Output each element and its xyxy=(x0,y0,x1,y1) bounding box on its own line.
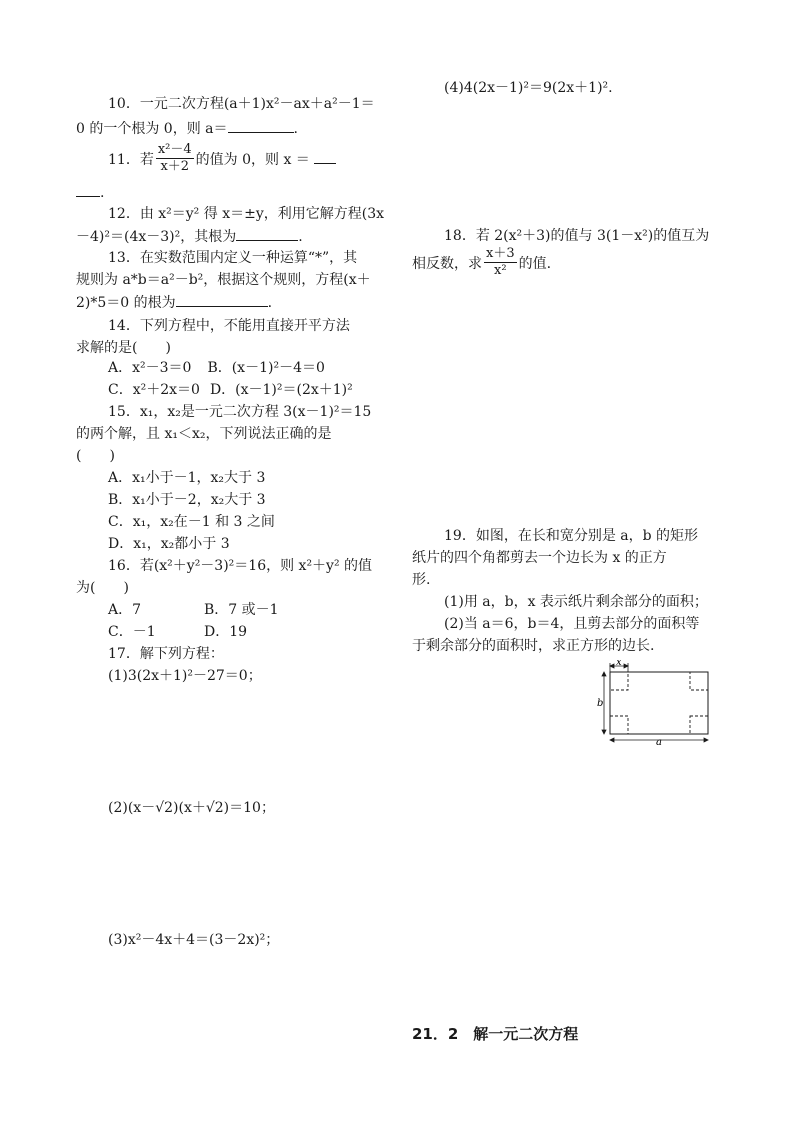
q15-option-b[interactable]: B．x₁小于－2，x₂大于 3 xyxy=(108,492,266,508)
q17-title: 17．解下列方程： xyxy=(108,646,224,662)
q14-option-d[interactable]: D．(x－1)²＝(2x＋1)² xyxy=(209,382,353,398)
q14-line2: 求解的是( ) xyxy=(76,340,171,356)
q16-option-b[interactable]: B．7 或－1 xyxy=(204,602,279,618)
q11-line2: . xyxy=(76,182,104,203)
q16-option-d[interactable]: D．19 xyxy=(204,624,248,640)
q15-line1: 15．x₁，x₂是一元二次方程 3(x－1)²＝15 xyxy=(108,404,372,420)
rectangle-cut-corners-figure xyxy=(596,660,716,746)
q10-line2: 0 的一个根为 0，则 a＝ . xyxy=(76,118,298,139)
q13-line1: 13．在实数范围内定义一种运算“*”，其 xyxy=(108,250,358,266)
q19-part1: (1)用 a，b，x 表示纸片剩余部分的面积； xyxy=(444,594,708,610)
corner-square-bottom-right xyxy=(690,716,708,734)
q11-line1: 11．若 $\frac{\text{x²－4}}{x+2}$ 的值为 0，则 x ＝ xyxy=(108,142,336,178)
q19-line2: 纸片的四个角都剪去一个边长为 x 的正方 xyxy=(412,550,667,566)
q11-fraction: $\frac{\text{x²－4}}{x+2}$ xyxy=(157,141,192,174)
q15-option-a[interactable]: A．x₁小于－1，x₂大于 3 xyxy=(108,470,266,486)
q14-options-row2 xyxy=(108,380,353,400)
q16-option-a[interactable]: A．7 xyxy=(108,602,142,618)
q16-options-row1 xyxy=(108,600,279,620)
q14-option-a[interactable]: A．x²－3＝0 xyxy=(108,360,192,376)
q13-line3: 2)*5＝0 的根为 . xyxy=(76,292,272,313)
q14-line1: 14．下列方程中，不能用直接开平方法 xyxy=(108,318,350,334)
q15-line3: ( ) xyxy=(76,448,115,464)
q19-line3: 形. xyxy=(412,572,431,588)
q16-options-row2 xyxy=(108,622,247,642)
q13-answer-blank[interactable] xyxy=(176,292,268,307)
q19-part2-line1: (2)当 a＝6，b＝4，且剪去部分的面积等 xyxy=(444,616,700,632)
q18-line1: 18．若 2(x²＋3)的值与 3(1－x²)的值互为 xyxy=(444,228,710,244)
q17-part2: (2)(x－√2)(x＋√2)＝10； xyxy=(108,800,275,816)
q15-line2: 的两个解，且 x₁＜x₂，下列说法正确的是 xyxy=(76,426,332,442)
q11-answer-blank-b[interactable] xyxy=(76,182,100,197)
q18-fraction: $\frac{x+3}{\text{x²}}$ xyxy=(486,245,515,278)
corner-square-top-left xyxy=(610,672,628,690)
corner-square-bottom-left xyxy=(610,716,628,734)
q16-line1: 16．若(x²＋y²－3)²＝16，则 x²＋y² 的值 xyxy=(108,558,373,574)
q15-option-c[interactable]: C．x₁，x₂在－1 和 3 之间 xyxy=(108,514,275,530)
q15-option-d[interactable]: D．x₁，x₂都小于 3 xyxy=(108,536,230,552)
q19-line1: 19．如图，在长和宽分别是 a，b 的矩形 xyxy=(444,528,699,544)
q16-option-c[interactable]: C．－1 xyxy=(108,624,156,640)
q10-text: 0 的一个根为 0，则 a＝ xyxy=(76,121,228,137)
label-x: x xyxy=(616,660,622,668)
label-a: a xyxy=(656,737,662,746)
corner-square-top-right xyxy=(690,672,708,690)
label-b: b xyxy=(597,698,604,709)
q12-answer-blank[interactable] xyxy=(236,226,298,241)
q10-answer-blank[interactable] xyxy=(228,118,294,133)
q14-options-row1 xyxy=(108,358,325,378)
q19-part2-line2: 于剩余部分的面积时，求正方形的边长. xyxy=(412,638,655,654)
q10-line1: 10．一元二次方程(a＋1)x²－ax＋a²－1＝ xyxy=(108,96,375,112)
q17-part1: (1)3(2x＋1)²－27＝0； xyxy=(108,668,262,684)
q11-answer-blank-a[interactable] xyxy=(314,149,336,164)
q12-line1: 12．由 x²＝y² 得 x＝±y，利用它解方程(3x xyxy=(108,206,384,222)
q14-option-c[interactable]: C．x²＋2x＝0 xyxy=(108,382,200,398)
q17-part3: (3)x²－4x＋4＝(3－2x)²； xyxy=(108,932,280,948)
q13-line2: 规则为 a*b＝a²－b²，根据这个规则，方程(x＋ xyxy=(76,272,371,288)
q14-option-b[interactable]: B．(x－1)²－4＝0 xyxy=(207,360,325,376)
q18-line2: 相反数，求 $\frac{x+3}{\text{x²}}$ 的值. xyxy=(412,245,552,278)
q16-line2: 为( ) xyxy=(76,580,129,596)
q17-part4: (4)4(2x－1)²＝9(2x＋1)². xyxy=(444,80,613,96)
paper-rectangle xyxy=(610,672,708,734)
q12-line2: －4)²＝(4x－3)²，其根为 . xyxy=(76,226,303,247)
section-heading: 21．2 解一元二次方程 xyxy=(412,1025,579,1043)
